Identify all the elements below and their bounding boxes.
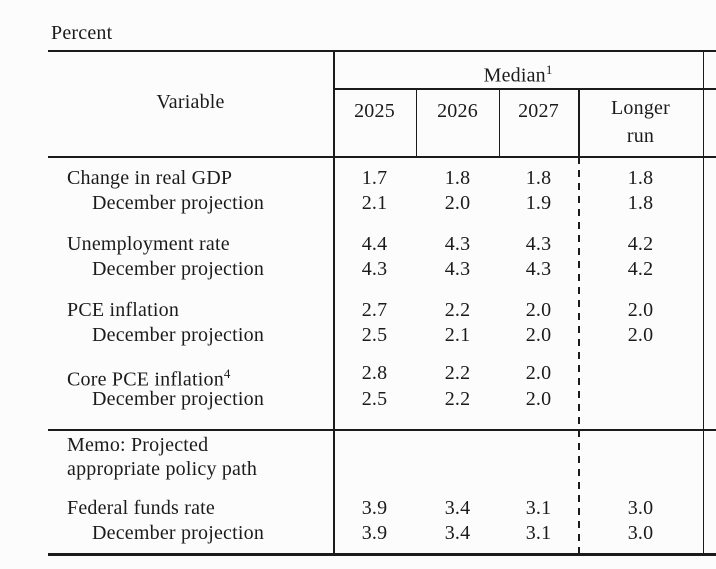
header-variable: Variable bbox=[156, 91, 225, 113]
cell-2027: 2.0 bbox=[525, 299, 552, 321]
cell-longer-run: 4.2 bbox=[627, 258, 654, 280]
header-longer-run bbox=[578, 94, 703, 150]
table-row-pce-inflation bbox=[0, 298, 716, 323]
memo-block bbox=[67, 433, 327, 481]
header-separator-rule bbox=[48, 156, 716, 158]
median-footnote-marker: 1 bbox=[545, 62, 553, 77]
cell-longer-run: 4.2 bbox=[627, 233, 654, 255]
cell-longer-run: 1.8 bbox=[627, 192, 654, 214]
header-2025: 2025 bbox=[354, 100, 395, 122]
row-label: December projection bbox=[92, 192, 265, 214]
cell-longer-run: 1.8 bbox=[627, 167, 654, 189]
core-pce-footnote-marker: 4 bbox=[223, 366, 231, 381]
table-row-gdp-december bbox=[0, 191, 716, 216]
cell-longer-run: 3.0 bbox=[627, 497, 654, 519]
top-rule bbox=[48, 50, 716, 52]
cell-2027: 2.0 bbox=[525, 388, 552, 410]
table-row-core-pce bbox=[0, 361, 716, 391]
cell-2025: 2.8 bbox=[361, 362, 388, 384]
cell-2025: 2.7 bbox=[361, 299, 388, 321]
cell-2026: 2.2 bbox=[444, 362, 471, 384]
bottom-rule bbox=[48, 553, 716, 556]
cell-2025: 2.1 bbox=[361, 192, 388, 214]
row-label: December projection bbox=[92, 258, 265, 280]
cell-2025: 4.3 bbox=[361, 258, 388, 280]
row-label: December projection bbox=[92, 324, 265, 346]
header-2026: 2026 bbox=[437, 100, 478, 122]
header-median-label: Median bbox=[483, 64, 546, 87]
cell-2026: 3.4 bbox=[444, 522, 471, 544]
cell-2027: 4.3 bbox=[525, 258, 552, 280]
cell-2026: 4.3 bbox=[444, 258, 471, 280]
page-title: Percent bbox=[51, 22, 113, 44]
row-label: PCE inflation bbox=[67, 299, 180, 321]
header-2027: 2027 bbox=[518, 100, 559, 122]
cell-2027: 2.0 bbox=[525, 362, 552, 384]
table-row-gdp bbox=[0, 166, 716, 191]
table-row-federal-funds-rate bbox=[0, 496, 716, 521]
table-row-ffr-december bbox=[0, 521, 716, 546]
cell-2027: 4.3 bbox=[525, 233, 552, 255]
table-row-pce-december bbox=[0, 323, 716, 348]
cell-longer-run: 2.0 bbox=[627, 324, 654, 346]
memo-line-2: appropriate policy path bbox=[67, 458, 258, 480]
cell-2026: 1.8 bbox=[444, 167, 471, 189]
longer-run-dashed-divider bbox=[578, 157, 580, 554]
cell-2026: 2.2 bbox=[444, 388, 471, 410]
memo-line-1: Memo: Projected bbox=[67, 434, 209, 456]
table-row-unemployment bbox=[0, 232, 716, 257]
cell-2027: 1.8 bbox=[525, 167, 552, 189]
cell-2026: 3.4 bbox=[444, 497, 471, 519]
core-pce-label: Core PCE inflation bbox=[67, 368, 224, 391]
table-row-unemployment-december bbox=[0, 257, 716, 282]
cell-2027: 1.9 bbox=[525, 192, 552, 214]
cell-2027: 3.1 bbox=[525, 522, 552, 544]
cell-longer-run: 2.0 bbox=[627, 299, 654, 321]
cell-2027: 3.1 bbox=[525, 497, 552, 519]
header-median-group bbox=[333, 57, 703, 89]
header-longer-run-label: Longer run bbox=[611, 97, 670, 147]
cell-2025: 2.5 bbox=[361, 388, 388, 410]
cell-2027: 2.0 bbox=[525, 324, 552, 346]
row-label: Change in real GDP bbox=[67, 167, 233, 189]
row-label: Federal funds rate bbox=[67, 497, 215, 519]
cell-2025: 3.9 bbox=[361, 522, 388, 544]
memo-separator-rule bbox=[48, 429, 716, 431]
cell-longer-run: 3.0 bbox=[627, 522, 654, 544]
cell-2026: 2.0 bbox=[444, 192, 471, 214]
cell-2025: 3.9 bbox=[361, 497, 388, 519]
row-label: December projection bbox=[92, 522, 265, 544]
cell-2026: 4.3 bbox=[444, 233, 471, 255]
cell-2025: 2.5 bbox=[361, 324, 388, 346]
cell-2026: 2.2 bbox=[444, 299, 471, 321]
cell-2025: 1.7 bbox=[361, 167, 388, 189]
row-label: December projection bbox=[92, 388, 265, 410]
cell-2026: 2.1 bbox=[444, 324, 471, 346]
row-label: Unemployment rate bbox=[67, 233, 230, 255]
table-row-core-pce-december bbox=[0, 387, 716, 412]
cell-2025: 4.4 bbox=[361, 233, 388, 255]
